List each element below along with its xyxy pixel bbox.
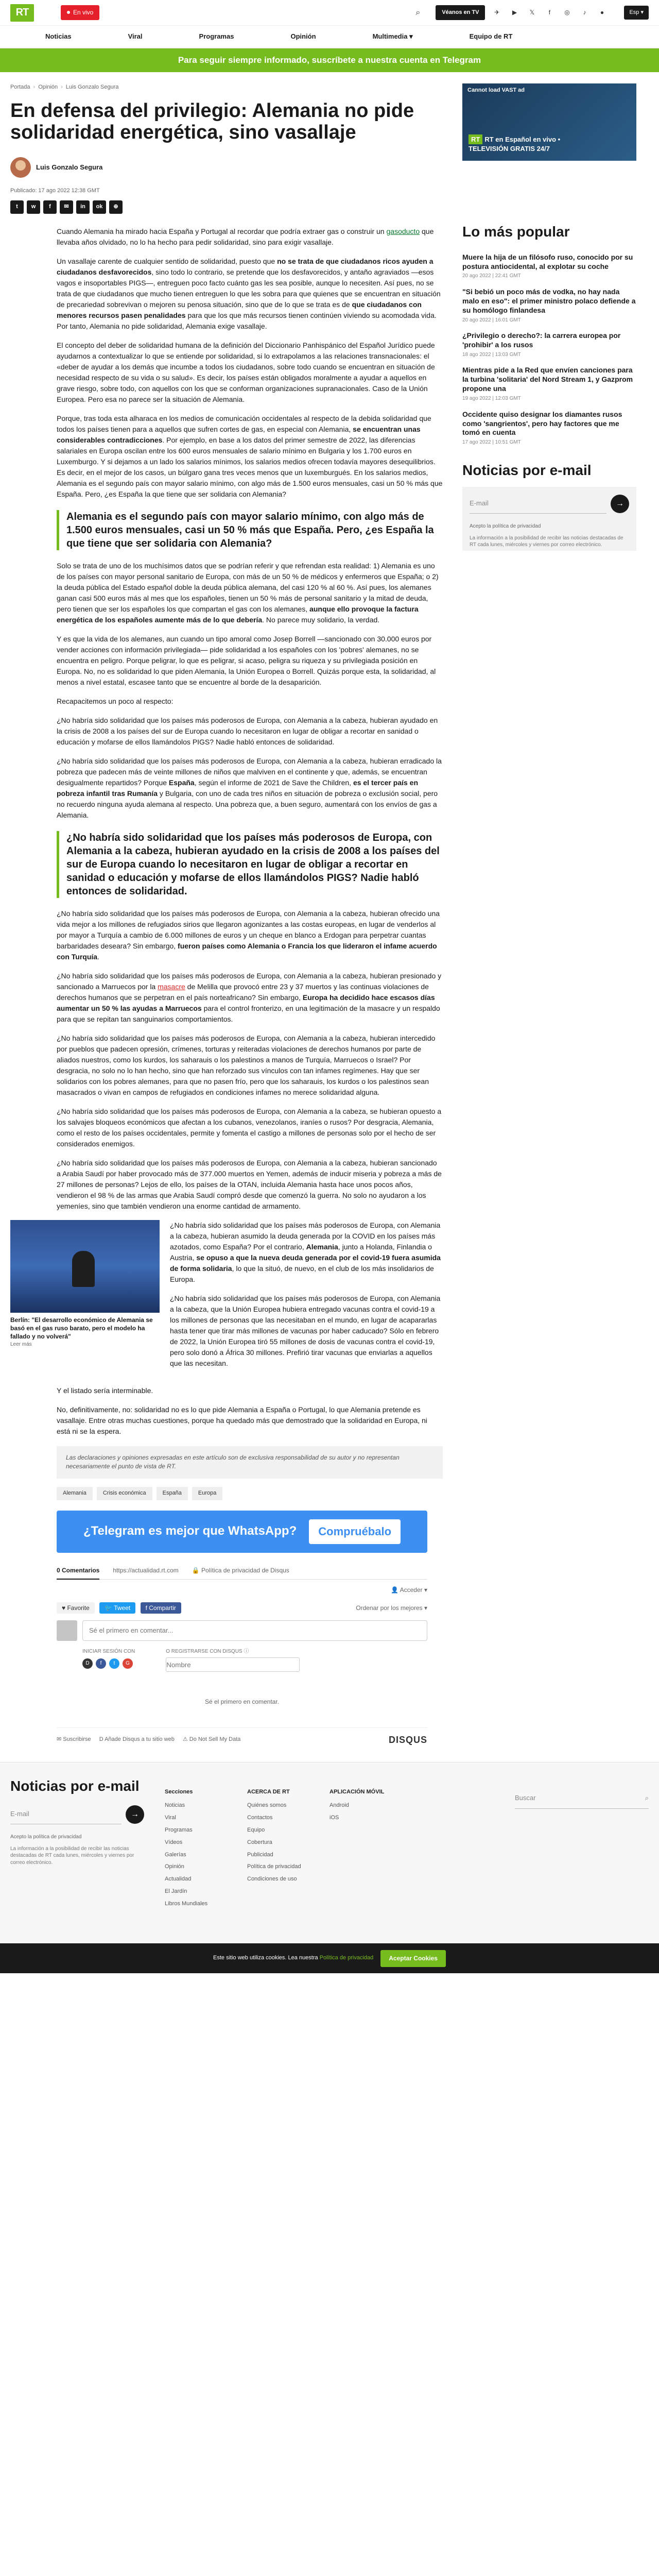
- sidebar: [462, 72, 636, 1762]
- twitter-login-icon[interactable]: t: [109, 1658, 119, 1669]
- footer-link[interactable]: Android: [330, 1802, 349, 1808]
- bold-text: se encuentran unas considerables contradicciones: [57, 425, 421, 444]
- disqus-logo[interactable]: DISQUS: [388, 1734, 427, 1745]
- text: .: [97, 952, 99, 961]
- popular-item[interactable]: [462, 331, 636, 359]
- live-label: En vivo: [73, 8, 94, 16]
- comment-input[interactable]: [82, 1620, 427, 1641]
- breadcrumb-sep: ›: [33, 84, 36, 90]
- footer-link[interactable]: Equipo: [247, 1826, 265, 1833]
- popular-item-title[interactable]: "Si bebió un poco más de vodka, no hay nada malo en eso": el primer ministro polaco defiende a su homólogo finlandesa: [462, 287, 636, 314]
- ad-caption: [469, 134, 560, 154]
- top-header: [0, 0, 659, 26]
- bold-text: no se trata de que ciudadanos ricos ayuden a ciudadanos desfavorecidos: [57, 257, 433, 276]
- search-icon[interactable]: ⌕: [415, 8, 421, 17]
- popular-item[interactable]: [462, 366, 636, 402]
- popular-item-date: 19 ago 2022 | 12:03 GMT: [462, 396, 521, 402]
- related-photo[interactable]: [10, 1220, 160, 1313]
- paragraph: ¿No habría sido solidaridad que los países más poderosos de Europa, con Alemania a la cabeza, se hubieran opuesto a los salvajes bloqueos económicos que afectan a los cubanos, venezolanos, iraníes o rusos? Por desgracia, Alemania, como el resto de los países occidentales, permite y fomenta el castigo a millones de personas solo por el hecho de ser considerados enemigos.: [57, 1107, 442, 1148]
- paragraph: [57, 908, 443, 962]
- nav-multimedia[interactable]: Multimedia ▾: [372, 32, 413, 41]
- paragraph: Y el listado sería interminable.: [57, 1386, 153, 1395]
- instagram-icon[interactable]: ◎: [564, 8, 570, 16]
- related-readmore[interactable]: Leer más: [10, 1341, 32, 1347]
- newsletter-submit-arrow-icon[interactable]: →: [611, 495, 629, 513]
- comments-footer: [57, 1728, 427, 1762]
- comments-count-tab[interactable]: 0 Comentarios: [57, 1566, 99, 1580]
- footer-link[interactable]: Cobertura: [247, 1839, 272, 1845]
- comments-header: [57, 1566, 427, 1580]
- footer-link[interactable]: Actualidad: [165, 1876, 192, 1883]
- subscribe-link[interactable]: ✉ Suscribirse: [57, 1736, 91, 1742]
- text: . No parece muy solidario, la verdad.: [262, 615, 380, 624]
- privacy-checkbox[interactable]: Acepto la política de privacidad: [470, 523, 541, 530]
- do-not-sell-link[interactable]: ⚠ Do Not Sell My Data: [182, 1736, 241, 1742]
- tag-crisis[interactable]: Crisis económica: [97, 1487, 152, 1500]
- login-dropdown[interactable]: 👤 Acceder ▾: [391, 1586, 427, 1594]
- text: que llevaba años olvidado, no lo ha hecho para pedir solidaridad, sino para exigir vasallaje.: [57, 227, 434, 246]
- popular-item-date: 20 ago 2022 | 22:41 GMT: [462, 273, 521, 279]
- footer-privacy-checkbox[interactable]: Acepto la política de privacidad: [10, 1834, 82, 1840]
- fb-share-button[interactable]: f Compartir: [141, 1602, 181, 1614]
- main-column: [10, 72, 443, 1762]
- paragraph: Y es que la vida de los alemanes, aun cuando un tipo amoral como Josep Borrell —sancionado con 30.000 euros por vender acciones con información privilegiada— pide solidaridad a los españoles con los 'pobres' alemanes, no se encuentra en peligro. Porque peligrar, lo que es peligrar, si acaso, peligra su riqueza y su privilegiada posición en Europa. No, no es solidaridad lo que piden Alemania, la Unión Europea o Borrell. Quizás porque esta, la solidaridad, al menos a nivel estatal, escasee tanto que se encuentre al borde de la desaparición.: [57, 634, 436, 686]
- comments-actions: [57, 1601, 427, 1620]
- footer-submit-arrow-icon[interactable]: →: [126, 1805, 144, 1824]
- share-email-icon[interactable]: ✉: [60, 200, 73, 214]
- comments-section: [57, 1566, 427, 1762]
- newsletter-form: [470, 494, 629, 514]
- nav-opinion[interactable]: Opinión: [290, 32, 316, 41]
- ad-caption-text: RT en Español en vivo • TELEVISIÓN GRATIS 24/7: [469, 135, 561, 153]
- add-disqus-link[interactable]: D Añade Disqus a tu sitio web: [99, 1736, 175, 1742]
- paragraph: [57, 226, 443, 248]
- text: . Por ejemplo, en base a los datos del primer semestre de 2022, las diferencias salariales en Europa oscilan entre los 600 euros mensuales de salario mínimo en Bulgaria y los 1.700 euros en Luxemburgo. Y si dejamos a un lado los salarios mínimos, los salarios medios ofrecen todavía mayores desequilibrios. Es decir, en el mejor de los casos, un búlgaro gana tres veces menos que un luxemburgués. En los salarios medios, Alemania es el segundo país con mayor salario mínimo, con algo más de 1.500 euros mensuales, casi un 50 % más que España. Pero, ¿es España la que tiene que ser solidaria con Alemania?: [57, 435, 443, 498]
- comments-login-bar: [57, 1580, 427, 1601]
- footer-search-input[interactable]: [515, 1788, 649, 1809]
- telegram-banner[interactable]: Para seguir siempre informado, suscríbete a nuestra cuenta en Telegram: [0, 48, 659, 72]
- popular-item-title[interactable]: Occidente quiso designar los diamantes rusos como 'sangrientos', pero hay factores que me tomó en cuenta: [462, 410, 622, 437]
- breadcrumb: [10, 72, 443, 97]
- text: para que los que más recursos tienen continúen viviendo su acomodada vida. Por tanto, Alemania no pide solidaridad, Alemania exige vasallaje.: [57, 311, 437, 330]
- cookie-text: [213, 1954, 373, 1962]
- popular-item[interactable]: [462, 287, 636, 324]
- footer-link[interactable]: Política de privacidad: [247, 1863, 301, 1870]
- paragraph: El concepto del deber de solidaridad humana de la definición del Diccionario Panhispánico del Español Jurídico puede ayudarnos a contextualizar lo que se entiende por solidaridad, si lo extrapolamos a las relaciones transnacionales: el «deber de ayudar a los demás que incumbe a todos los ciudadanos, sobre todo cuando se encuentran en situación de necesidad respecto de su vida o su salud». Es decir, los países están obligados moralmente a ayudar a aquellos en grave riesgo, sobre todo, con aquellos con los que se conforman organizaciones supranacionales. Caso de la Unión Europea. Pero esa no parece ser la situación de Alemania.: [57, 341, 435, 403]
- popular-item-title[interactable]: Muere la hija de un filósofo ruso, conocido por su postura antiocidental, al explotar su coche: [462, 252, 633, 270]
- bold-text: aunque ello provoque la factura energética de los españoles aumente más de lo que debería: [57, 604, 419, 624]
- article-body: [10, 226, 443, 1762]
- text: ¿No habría sido solidaridad que los países más poderosos de Europa, con Alemania a la cabeza, hubieran asumido la deuda generada por la COVID en los países más azotados, como España? Por el contrario,: [170, 1221, 441, 1251]
- footer-link[interactable]: Opinión: [165, 1863, 184, 1870]
- article-title: En defensa del privilegio: Alemania no pide solidaridad energética, sino vasallaje: [10, 99, 414, 144]
- language-selector[interactable]: Esp ▾: [624, 6, 649, 20]
- youtube-icon[interactable]: ▶: [512, 8, 517, 16]
- publish-date: Publicado: 17 ago 2022 12:38 GMT: [10, 188, 100, 194]
- footer-link[interactable]: Programas: [165, 1826, 193, 1833]
- share-telegram-icon[interactable]: t: [10, 200, 24, 214]
- paragraph: [57, 256, 443, 332]
- tweet-button[interactable]: 🐦 Tweet: [99, 1602, 135, 1614]
- footer-email-input[interactable]: E-mail: [10, 1805, 122, 1824]
- footer-link[interactable]: Galerías: [165, 1851, 186, 1858]
- paragraph: ¿No habría sido solidaridad que los países más poderosos de Europa, con Alemania a la cabeza, hubieran sancionado a Arabia Saudí por haber provocado más de 377.000 muertos en Yemen, además de inducir miseria y pobreza a más de 27 millones de personas? Lejos de ello, los países de la OTAN, incluida Alemania hasta hace unos pocos años, vendieron el 98 % de las armas que Arabia Saudí compró desde que comenzó la guerra. No solo no ayudaron a los yemeníes, sino que también vendieron una enorme cantidad de armamento.: [57, 1158, 442, 1210]
- video-ad[interactable]: [462, 83, 636, 161]
- nav-noticias[interactable]: Noticias: [45, 32, 72, 41]
- disclaimer: Las declaraciones y opiniones expresadas en este artículo son de exclusiva responsabilidad de su autor y no representan necesariamente el punto de vista de RT.: [57, 1446, 443, 1479]
- author-name[interactable]: Luis Gonzalo Segura: [36, 163, 103, 171]
- text: ¿No habría sido solidaridad que los países más poderosos de Europa, con Alemania a la cabeza, hubieran erradicado la pobreza que padecen más de veinte millones de niños que malviven en el continente y que, además, se encuentran desigualmente repartidos? Porque: [57, 756, 442, 787]
- masacre-link[interactable]: masacre: [158, 982, 185, 991]
- text: de Melilla que provocó entre 23 y 37 muertos y las continuas violaciones de derechos humanos que se perpetran en el país norteafricano? Sin embargo,: [57, 982, 429, 1002]
- text: ¿No habría sido solidaridad que los países más poderosos de Europa, con Alemania a la cabeza, hubieran presionado y sancionado a Marruecos por la: [57, 971, 442, 991]
- name-input[interactable]: [166, 1657, 300, 1672]
- footer-link[interactable]: Condiciones de uso: [247, 1876, 297, 1883]
- footer-col-sections: [165, 1788, 227, 1912]
- or-register-label: O REGISTRARSE CON DISQUS ⓘ: [166, 1648, 249, 1654]
- nav-programas[interactable]: Programas: [199, 32, 234, 41]
- text: Solo se trata de uno de los muchísimos datos que se podrían referir y que refrendan esta realidad: 1) Alemania es uno de los países con mayor personal sanitario de Europa, con más de un 50 % de médicos y enfermeros que España; o 2) la deuda pública del Estado español doble la deuda pública alemana, del casi 120 % al 60 %. Así pues, los alemanes ganan casi 500 euros más al mes que los españoles, tienen un 50 % más de personal sanitario y la mitad de deuda, pero tienen que ser los españoles los que compartan el gas con los alemanes,: [57, 561, 439, 613]
- share-ok-icon[interactable]: ok: [93, 200, 106, 214]
- nav-viral[interactable]: Viral: [128, 32, 143, 41]
- telegram-vs-whatsapp-banner[interactable]: [57, 1511, 427, 1553]
- paragraph: [57, 561, 443, 625]
- page-wrap: [0, 72, 659, 1762]
- share-vk-icon[interactable]: in: [76, 200, 90, 214]
- paragraph: ¿No habría sido solidaridad que los países más poderosos de Europa, con Alemania a la cabeza, hubieran intercedido por pueblos que padecen opresión, crímenes, torturas y reiteradas violaciones de derechos humanos por parte de aliados nuestros, como los kurdos, los saharauis o los palestinos a manos de Turquía, Marruecos o Israel? Por desgracia, no solo no lo han hecho, sino que han reforzado sus vínculos con tan infames regímenes. Hay que ser solidarios con los pobres alemanes, para que no pasen frío, pero que los saharauis, los kurdos o los palestinos sean masacrados o vivan en campos de refugiados en condiciones infames no merece solidaridad alguna.: [57, 1033, 436, 1096]
- odnoklassniki-icon[interactable]: ●: [600, 8, 604, 16]
- favorite-button[interactable]: ♥ Favorite: [57, 1602, 95, 1614]
- footer-newsletter-heading: Noticias por e-mail: [10, 1777, 140, 1794]
- paragraph: [57, 413, 443, 500]
- footer-search-placeholder: Buscar: [515, 1793, 536, 1802]
- commenter-avatar: [57, 1620, 77, 1641]
- pull-quote: Alemania es el segundo país con mayor salario mínimo, con algo más de 1.500 euros mensuales, casi un 50 % más que España. Pero, ¿es España la que tiene que ser solidaria con Alemania?: [57, 510, 443, 550]
- footer-col-app: [330, 1788, 391, 1912]
- text: , sino todo lo contrario, se pretende que los desfavorecidos, y antaño agraviados —esos vagos e insoportables PIGS—, entreguen poco facto cuánto gas les sea posible, aunque lo necesiten. Así pues, no se trata de que ciudadanos que mucho tienen entreguen lo que les sobra para que quienes que se encuentran en situación de precariedad sobrevivan o mejoren su penosa situación, sino que de lo que se trata es de: [57, 267, 441, 309]
- footer-columns: [165, 1778, 391, 1912]
- footer-link[interactable]: Noticias: [165, 1802, 185, 1808]
- login-with-label: INICIAR SESIÓN CON: [82, 1648, 135, 1654]
- author-block[interactable]: [10, 157, 443, 178]
- footer-col-head: Secciones: [165, 1788, 193, 1795]
- paragraph: [170, 1220, 443, 1285]
- breadcrumb-home[interactable]: Portada: [10, 84, 30, 90]
- text: , según el informe de 2021 de Save the Children,: [194, 778, 353, 787]
- tiktok-icon[interactable]: ♪: [583, 8, 586, 16]
- text: ¿No habría sido solidaridad que los países más poderosos de Europa, con Alemania a la cabeza, hubieran ofrecido una vida mejor a los millones de refugiados sirios que llegaron agonizantes a las costas europeas, en lugar de venderlos al por mayor a Turquía a cambio de 6.000 millones de euros y un cheque en blanco a Erdogan para perpetrar cuantas barbaridades deseara? Sin embargo,: [57, 909, 440, 950]
- text: Cuando Alemania ha mirado hacia España y Portugal al recordar que podría extraer gas o construir un: [57, 227, 387, 235]
- tag-europa[interactable]: Europa: [192, 1487, 222, 1500]
- header-right: [415, 5, 649, 21]
- bold-text: Alemania: [306, 1242, 338, 1251]
- site-footer: [0, 1762, 659, 1943]
- nav-equipo[interactable]: Equipo de RT: [469, 32, 513, 41]
- tag-espana[interactable]: España: [157, 1487, 188, 1500]
- wa-banner-text: ¿Telegram es mejor que WhatsApp?: [83, 1524, 297, 1538]
- gasoducto-link[interactable]: gasoducto: [386, 227, 420, 235]
- footer-col-head: APLICACIÓN MÓVIL: [330, 1788, 385, 1795]
- cookie-text-body: Este sitio web utiliza cookies. Lea nuestra: [213, 1955, 320, 1961]
- breadcrumb-author[interactable]: Luis Gonzalo Segura: [65, 84, 119, 90]
- main-nav: [0, 26, 659, 48]
- social-login: [82, 1648, 135, 1672]
- ad-rt-logo: RT: [469, 134, 482, 145]
- related-block: [10, 1220, 443, 1377]
- footer-link[interactable]: El Jardín: [165, 1888, 187, 1895]
- footer-link[interactable]: Libros Mundiales: [165, 1901, 208, 1907]
- paragraph: ¿No habría sido solidaridad que los países más poderosos de Europa, con Alemania a la cabeza, que la Unión Europea hubiera entregado vacunas contra el covid-19 a los millones de personas que las necesitaban en el mundo, en lugar de acapararlas hasta tener que tirar más millones de vacunas por haber caducado? Sólo en febrero de 2022, la Unión Europea tiró 55 millones de dosis de vacunas contra el covid-19, pero solo donó a África 30 millones. Prefirió tirar vacunas que enviarlas a aquellos que las necesitan.: [170, 1294, 441, 1367]
- google-login-icon[interactable]: G: [123, 1658, 133, 1669]
- footer-link[interactable]: Contactos: [247, 1814, 273, 1821]
- facebook-icon[interactable]: f: [548, 8, 551, 16]
- footer-link[interactable]: Vídeos: [165, 1839, 183, 1845]
- text: , lo que la situó, de nuevo, en el club de los más insolidarios de Europa.: [170, 1264, 434, 1283]
- bold-text: Europa ha decidido hace escasos días aumentar un 50 % las ayudas a Marruecos: [57, 993, 435, 1012]
- telegram-icon[interactable]: ✈: [494, 8, 500, 16]
- newsletter-heading: Noticias por e-mail: [462, 462, 592, 478]
- text: para el control fronterizo, en una legitimación de la masacre y un respaldo para que se repitan tan sanguinarios comportamientos.: [57, 1004, 440, 1023]
- comments-actions-left: [57, 1604, 181, 1613]
- share-bar: [10, 200, 443, 214]
- related-side-text: [170, 1220, 443, 1377]
- popular-heading: Lo más popular: [462, 224, 570, 240]
- search-icon[interactable]: ⌕: [645, 1793, 649, 1802]
- rt-logo[interactable]: RT: [10, 4, 34, 22]
- bold-text: fueron países como Alemania o Francia los que lideraron el infame acuerdo con Turquía: [57, 941, 437, 961]
- bold-text: es el tercer país en pobreza infantil tras Rumanía: [57, 778, 419, 798]
- newsletter-box: [462, 487, 636, 551]
- facebook-login-icon[interactable]: f: [96, 1658, 106, 1669]
- no-comments-message: Sé el primero en comentar.: [57, 1687, 427, 1727]
- social-login-icons: [82, 1658, 135, 1669]
- paragraph: [57, 971, 443, 1025]
- popular-item-title[interactable]: Mientras pide a la Red que envíen canciones para la turbina 'solitaria' del Nord Stream 1, y Gazprom propone una: [462, 366, 633, 393]
- footer-newsletter-note: La información a la posibilidad de recibir las noticias destacadas de RT cada lunes, miércoles y viernes por correo electrónico.: [10, 1845, 134, 1866]
- popular-item[interactable]: [462, 410, 636, 447]
- footer-search: [515, 1778, 649, 1912]
- disqus-register: [166, 1648, 300, 1672]
- popular-item-date: 18 ago 2022 | 13:03 GMT: [462, 351, 521, 358]
- author-avatar[interactable]: [10, 157, 31, 178]
- footer-col-head: ACERCA DE RT: [247, 1788, 290, 1795]
- live-dot-icon: [67, 11, 70, 14]
- popular-item-title[interactable]: ¿Privilegio o derecho?: la carrera europea por 'prohibir' a los rusos: [462, 331, 621, 349]
- bold-text: se opuso a que la nueva deuda generada por el covid-19 fuera asumida de forma solidaria: [170, 1253, 441, 1273]
- tag-list: [57, 1487, 443, 1500]
- disqus-login-icon[interactable]: D: [82, 1658, 93, 1669]
- footer-newsletter-form: [10, 1805, 144, 1824]
- footer-newsletter: [10, 1778, 144, 1912]
- footer-link[interactable]: Quiénes somos: [247, 1802, 287, 1808]
- comment-login-options: [57, 1648, 427, 1672]
- cookie-privacy-link[interactable]: Política de privacidad: [319, 1955, 374, 1961]
- disqus-privacy-link[interactable]: 🔒 Política de privacidad de Disqus: [192, 1566, 289, 1574]
- tag-alemania[interactable]: Alemania: [57, 1487, 93, 1500]
- paragraph: ¿No habría sido solidaridad que los países más poderosos de Europa, con Alemania a la cabeza, hubieran ayudado en la crisis de 2008 a los países del sur de Europa cuando lo necesitaron en lugar de obligar a recortar en sanidad o educación y mofarse de ellos llamándolos PIGS? Nadie habló entonces de solidaridad.: [57, 716, 438, 746]
- sort-dropdown[interactable]: Ordenar por los mejores ▾: [356, 1604, 427, 1612]
- comment-compose: [57, 1620, 427, 1641]
- footer-link[interactable]: iOS: [330, 1814, 339, 1821]
- x-icon[interactable]: 𝕏: [529, 8, 535, 16]
- related-article-card[interactable]: [10, 1220, 160, 1377]
- footer-col-about: [247, 1788, 309, 1912]
- popular-item[interactable]: [462, 253, 636, 280]
- paragraph: Recapacitemos un poco al respecto:: [57, 697, 174, 705]
- newsletter-email-input[interactable]: E-mail: [470, 494, 606, 514]
- popular-item-date: 17 ago 2022 | 10:51 GMT: [462, 439, 521, 446]
- popular-item-date: 20 ago 2022 | 16:01 GMT: [462, 317, 521, 323]
- accept-cookies-button[interactable]: Aceptar Cookies: [380, 1950, 446, 1967]
- footer-link[interactable]: Publicidad: [247, 1851, 273, 1858]
- bold-text: España: [168, 778, 195, 787]
- newsletter-note: La información a la posibilidad de recibir las noticias destacadas de RT cada lunes, miércoles y viernes por correo electrónico.: [470, 535, 623, 548]
- paragraph: No, definitivamente, no: solidaridad no es lo que pide Alemania a España o Portugal, lo que Alemania pretende es vasallaje. Entre otras muchas cuestiones, porque ha quedado más que demostrado que la solidaridad en Europa, ni está ni se la espera.: [57, 1405, 427, 1435]
- watch-tv-button[interactable]: Véanos en TV: [436, 5, 485, 21]
- text: Un vasallaje carente de cualquier sentido de solidaridad, puesto que: [57, 257, 278, 265]
- bold-text: que ciudadanos con menores recursos pasen penalidades: [57, 300, 422, 319]
- text: , junto a Holanda, Finlandia o Austria,: [170, 1242, 432, 1262]
- text: y Bulgaria, con uno de cada tres niños en situación de pobreza o exclusión social, pero no recuerdo ninguna ayuda alemana al respecto. Una pobreza que, a buen seguro, aumentará con los envíos de gas a Alemania.: [57, 789, 438, 819]
- breadcrumb-sep: ›: [61, 84, 63, 90]
- live-button[interactable]: [61, 5, 99, 20]
- comments-site[interactable]: https://actualidad.rt.com: [113, 1566, 179, 1574]
- share-whatsapp-icon[interactable]: w: [27, 200, 40, 214]
- footer-link[interactable]: Viral: [165, 1814, 176, 1821]
- cookie-bar: [0, 1943, 659, 1973]
- text: Porque, tras toda esta alharaca en los medios de comunicación occidentales al respecto de la debida solidaridad que todos los países tienen para a aquellos que sufren cortes de gas, en especial con Alemania,: [57, 414, 431, 433]
- pull-quote: ¿No habría sido solidaridad que los países más poderosos de Europa, con Alemania a la cabeza, hubieran ayudado en la crisis de 2008 a los países del sur de Europa cuando lo necesitaron en lugar de obligar a recortar en sanidad o educación y mofarse de ellos llamándolos PIGS? Nadie habló entonces de solidaridad.: [57, 831, 443, 898]
- check-it-button[interactable]: Compruébalo: [309, 1519, 401, 1544]
- share-more-icon[interactable]: ⊕: [109, 200, 123, 214]
- related-caption[interactable]: Berlín: "El desarrollo económico de Alemania se basó en el gas ruso barato, pero el modelo ha fallado y no volverá": [10, 1316, 153, 1341]
- ad-error-text: Cannot load VAST ad: [467, 87, 525, 93]
- share-facebook-icon[interactable]: f: [43, 200, 57, 214]
- paragraph: [57, 756, 443, 821]
- breadcrumb-opinion[interactable]: Opinión: [38, 84, 58, 90]
